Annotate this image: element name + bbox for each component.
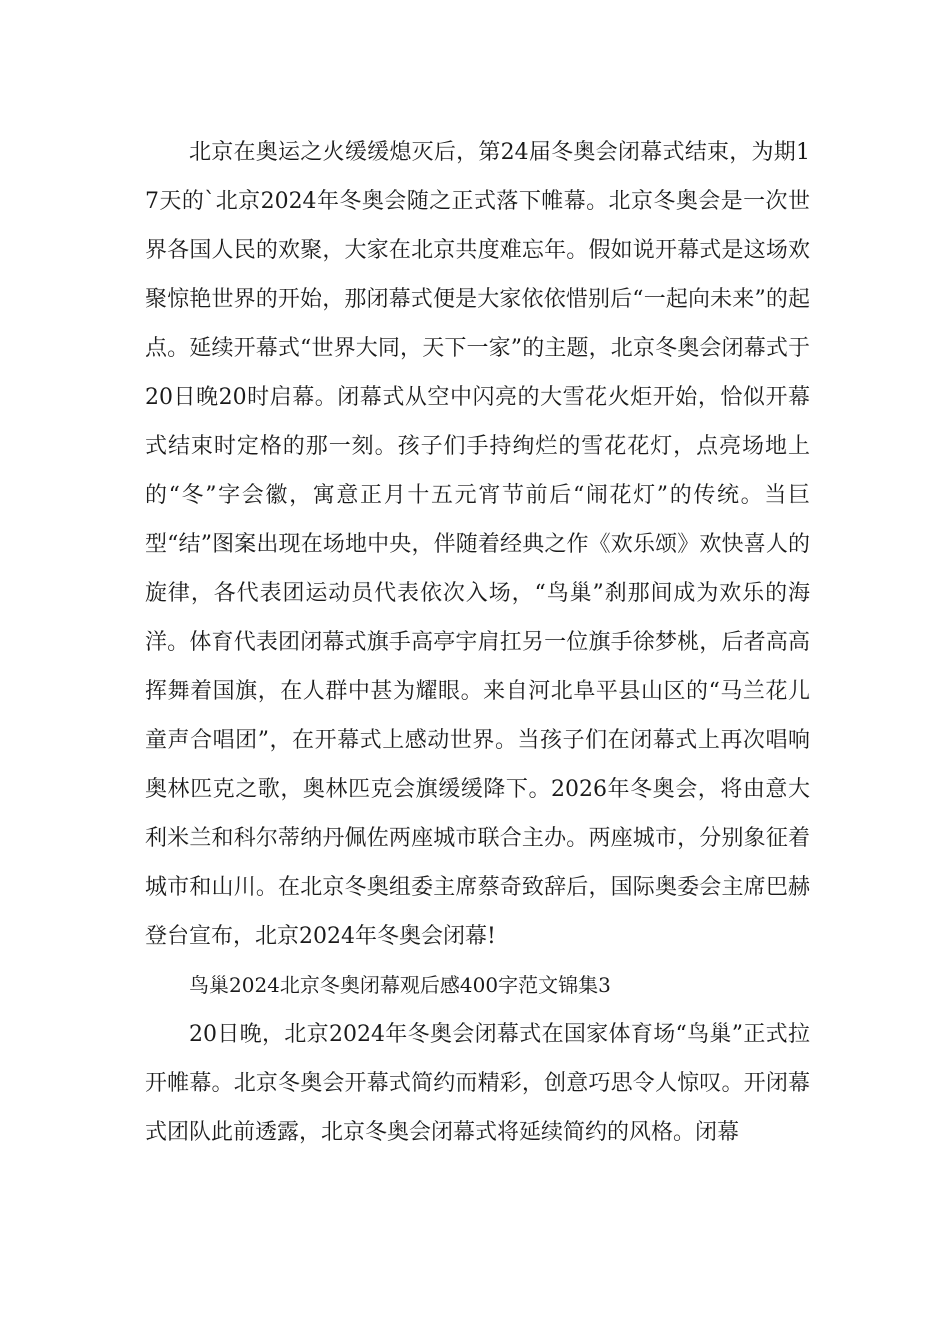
body-paragraph: 北京在奥运之火缓缓熄灭后，第24届冬奥会闭幕式结束，为期17天的`北京2024年冬奥会随之正式落下帷幕。北京冬奥会是一次世界各国人民的欢聚，大家在北京共度难忘年。假如说开幕式是这场欢聚惊艳世界的开始，那闭幕式便是大家依依惜别后“一起向未来”的起点。延续开幕式“世界大同，天下一家”的主题，北京冬奥会闭幕式于20日晚20时启幕。闭幕式从空中闪亮的大雪花火炬开始，恰似开幕式结束时定格的那一刻。孩子们手持绚烂的雪花花灯，点亮场地上的“冬”字会徽，寓意正月十五元宵节前后“闹花灯”的传统。当巨型“结”图案出现在场地中央，伴随着经典之作《欢乐颂》欢快喜人的旋律，各代表团运动员代表依次入场，“鸟巢”刹那间成为欢乐的海洋。体育代表团闭幕式旗手高亭宇肩扛另一位旗手徐梦桃，后者高高挥舞着国旗，在人群中甚为耀眼。来自河北阜平县山区的“马兰花儿童声合唱团”，在开幕式上感动世界。当孩子们在闭幕式上再次唱响奥林匹克之歌，奥林匹克会旗缓缓降下。2026年冬奥会，将由意大利米兰和科尔蒂纳丹佩佐两座城市联合主办。两座城市，分别象征着城市和山川。在北京冬奥组委主席蔡奇致辞后，国际奥委会主席巴赫登台宣布，北京2024年冬奥会闭幕! [145,140,810,949]
section-heading: 鸟巢2024北京冬奥闭幕观后感400字范文锦集3 [189,973,611,997]
document-body [145,128,810,1157]
body-paragraph: 20日晚，北京2024年冬奥会闭幕式在国家体育场“鸟巢”正式拉开帷幕。北京冬奥会开幕式简约而精彩，创意巧思令人惊叹。开闭幕式团队此前透露，北京冬奥会闭幕式将延续简约的风格。闭幕 [145,1022,810,1145]
